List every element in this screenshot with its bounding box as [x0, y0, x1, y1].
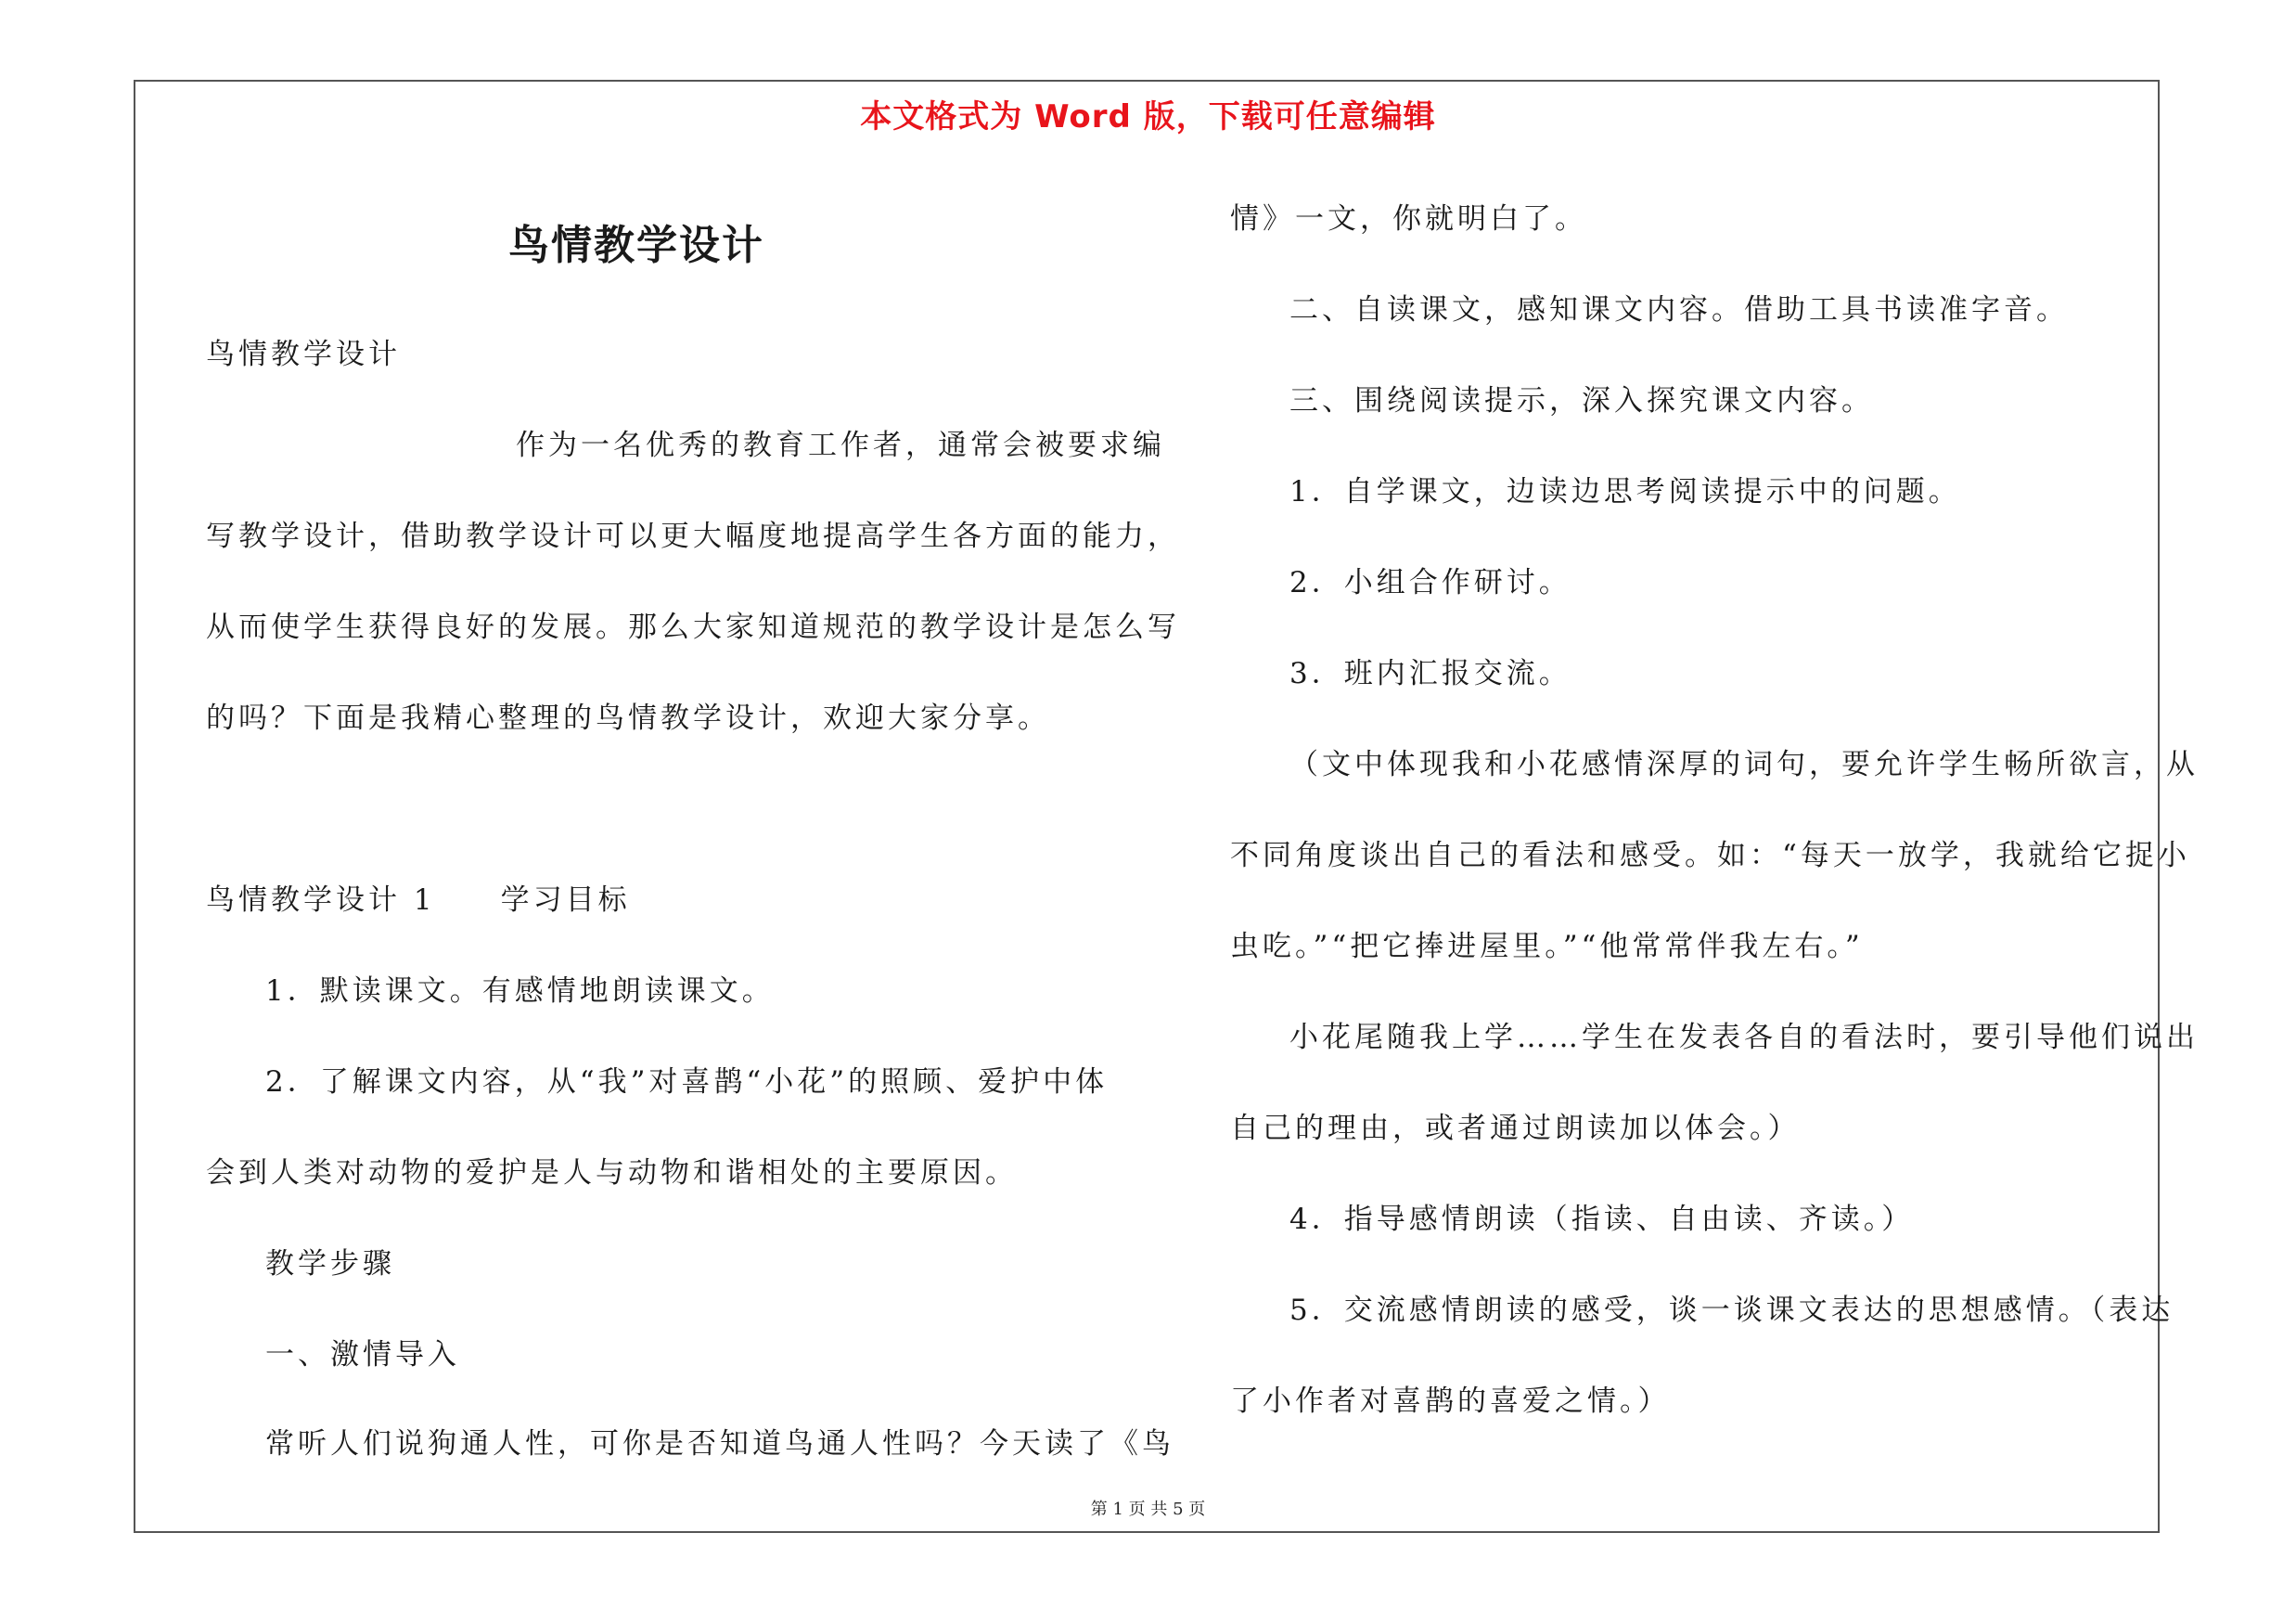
paragraph-line: 5．交流感情朗读的感受，谈一谈课文表达的思想感情。（表达 [1289, 1294, 2174, 1327]
paragraph-line: 情》一文，你就明白了。 [1230, 202, 1587, 236]
paragraph-line: 了小作者对喜鹊的喜爱之情。） [1230, 1385, 1671, 1418]
paragraph-line: 虫吃。”“把它捧进屋里。”“他常常伴我左右。” [1230, 930, 1864, 963]
paragraph-line: 1．默读课文。有感情地朗读课文。 [265, 974, 775, 1008]
paragraph-line: 4．指导感情朗读（指读、自由读、齐读。） [1289, 1203, 1915, 1236]
section-heading: 教学步骤 [265, 1247, 395, 1281]
subtitle-line: 鸟情教学设计 [206, 338, 401, 371]
paragraph-line: 三、围绕阅读提示，深入探究课文内容。 [1289, 384, 1874, 418]
section-heading: 一、激情导入 [265, 1338, 460, 1372]
paragraph-line: 2．小组合作研讨。 [1289, 566, 1571, 599]
paragraph-line: 作为一名优秀的教育工作者，通常会被要求编 [516, 429, 1165, 462]
page-title: 鸟情教学设计 [508, 222, 764, 269]
paragraph-line: 1．自学课文，边读边思考阅读提示中的问题。 [1289, 475, 1961, 509]
section-heading: 鸟情教学设计 1 学习目标 [206, 883, 631, 917]
paragraph-line: 自己的理由，或者通过朗读加以体会。） [1230, 1112, 1801, 1145]
page-footer: 第 1 页 共 5 页 [1090, 1500, 1206, 1519]
paragraph-line: 3．班内汇报交流。 [1289, 657, 1571, 690]
paragraph-line: 会到人类对动物的爱护是人与动物和谐相处的主要原因。 [206, 1156, 1018, 1190]
paragraph-line: （文中体现我和小花感情深厚的词句，要允许学生畅所欲言，从 [1289, 748, 2199, 781]
paragraph-line: 从而使学生获得良好的发展。那么大家知道规范的教学设计是怎么写 [206, 611, 1180, 644]
paragraph-line: 2．了解课文内容，从“我”对喜鹊“小花”的照顾、爱护中体 [265, 1065, 1109, 1099]
paragraph-line: 常听人们说狗通人性，可你是否知道鸟通人性吗？今天读了《鸟 [265, 1427, 1174, 1461]
format-banner: 本文格式为 Word 版，下载可任意编辑 [860, 98, 1436, 135]
paragraph-line: 不同角度谈出自己的看法和感受。如：“每天一放学，我就给它捉小 [1230, 839, 2190, 872]
paragraph-line: 小花尾随我上学……学生在发表各自的看法时，要引导他们说出 [1289, 1021, 2199, 1054]
paragraph-line: 的吗？下面是我精心整理的鸟情教学设计，欢迎大家分享。 [206, 702, 1050, 735]
paragraph-line: 二、自读课文，感知课文内容。借助工具书读准字音。 [1289, 293, 2069, 327]
paragraph-line: 写教学设计，借助教学设计可以更大幅度地提高学生各方面的能力， [206, 520, 1180, 553]
